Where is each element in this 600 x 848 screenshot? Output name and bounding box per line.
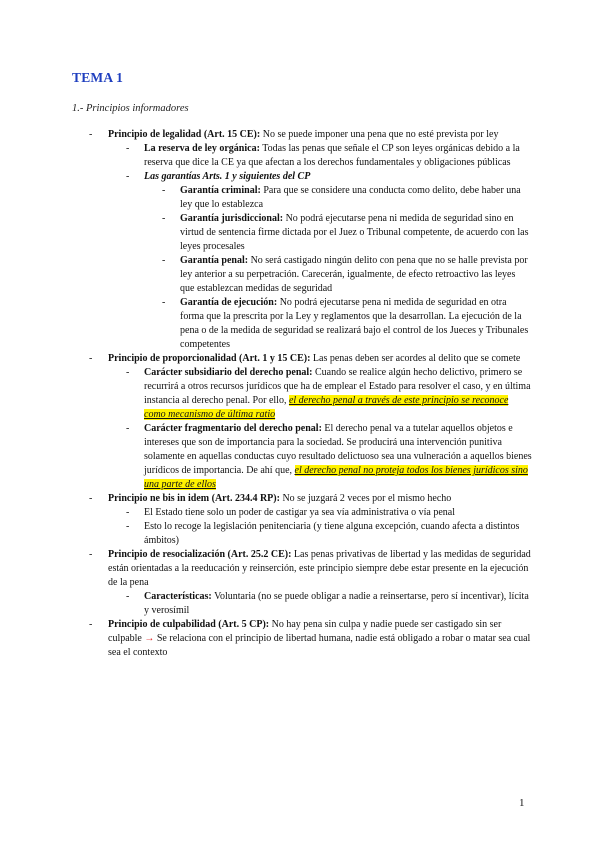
item-heading: Garantía jurisdiccional: — [180, 213, 284, 224]
item-heading: Carácter subsidiario del derecho penal: — [144, 367, 313, 378]
item-heading: Garantía de ejecución: — [180, 297, 278, 308]
list-item — [144, 184, 532, 212]
sub-list — [108, 366, 532, 492]
item-text: Esto lo recoge la legislación penitenciaria (y tiene alguna excepción, cuando afecta a distintos ámbitos) — [144, 521, 520, 546]
item-heading: Principio de culpabilidad (Art. 5 CP): — [108, 619, 270, 630]
list-item — [72, 618, 532, 660]
item-text: Voluntaria (no se puede obligar a nadie a reinsertarse, pero sí incentivar), lícita y verosímil — [144, 591, 529, 616]
item-heading: Garantía penal: — [180, 255, 249, 266]
item-text: No será castigado ningún delito con pena que no se halle prevista por ley anterior a su perpetración. Carecerán, igualmente, de efecto retroactivo las leyes que establezcan medidas de seguridad — [180, 255, 528, 294]
item-heading: Principio de legalidad (Art. 15 CE): — [108, 129, 261, 140]
document-body — [72, 128, 532, 660]
item-text: El derecho penal va a tutelar aquellos objetos e intereses que son de importancia para la sociedad. Se producirá una intervención punitiva solamente en aquellas conductas cuyo resultado delictuoso sea una vulneración a aquellos bienes jurídicos de importancia. De ahí que, — [144, 423, 532, 476]
item-heading: Características: — [144, 591, 212, 602]
item-text: Todas las penas que señale el CP son leyes orgánicas debido a la reserva que dice la CE ya que afectan a los derechos fundamentales y obligaciones públicas — [144, 143, 520, 168]
sub-sub-list — [144, 184, 532, 352]
item-heading: Principio de resocialización (Art. 25.2 CE): — [108, 549, 292, 560]
item-text: El Estado tiene solo un poder de castigar ya sea vía administrativa o vía penal — [144, 507, 456, 518]
item-heading: Principio de proporcionalidad (Art. 1 y 15 CE): — [108, 353, 311, 364]
item-text: No podrá ejecutarse pena ni medida de seguridad en otra forma que la prescrita por la Ley y reglamentos que la desarrollan. La ejecución de la pena o de la medida de seguridad se realizará bajo el control de los Jueces y Tribunales competentes — [180, 297, 529, 350]
list-item — [72, 548, 532, 618]
list-item — [72, 492, 532, 548]
right-arrow-icon: → — [144, 633, 155, 644]
sub-list — [108, 142, 532, 352]
item-text: No hay pena sin culpa y nadie puede ser castigado sin ser culpable — [108, 619, 502, 644]
item-text: Las penas deben ser acordes al delito que se comete — [310, 353, 521, 364]
principles-list — [72, 128, 532, 660]
item-text: No se puede imponer una pena que no esté prevista por ley — [260, 129, 499, 140]
item-heading: Principio ne bis in idem (Art. 234.4 RP): — [108, 493, 280, 504]
list-item — [72, 352, 532, 492]
highlighted-text: el derecho penal a través de este principio se reconoce como mecanismo de última ratio — [144, 395, 509, 420]
list-item — [108, 520, 532, 548]
item-text: Las penas privativas de libertad y las medidas de seguridad están orientadas a la reeducación y reinserción, este principio siempre debe estar presente en la ejecución de la pena — [108, 549, 531, 588]
item-heading: Las garantías Arts. 1 y siguientes del CP — [144, 171, 311, 182]
document-title: TEMA 1 — [72, 70, 124, 85]
sub-list — [108, 590, 532, 618]
list-item — [108, 366, 532, 422]
list-item — [144, 296, 532, 352]
list-item — [108, 590, 532, 618]
item-text: Para que se considere una conducta como delito, debe haber una ley que lo establezca — [180, 185, 521, 210]
list-item — [144, 254, 532, 296]
list-item — [108, 506, 532, 520]
item-heading: Garantía criminal: — [180, 185, 261, 196]
item-text: Cuando se realice algún hecho delictivo, primero se recurrirá a otros recursos jurídicos que ha de emplear el Estado para resolver el caso, y en última instancia al derecho penal. Por ello, — [144, 367, 531, 406]
item-text: No se juzgará 2 veces por el mismo hecho — [279, 493, 452, 504]
list-item — [108, 142, 532, 170]
item-text-after: Se relaciona con el principio de libertad humana, nadie está obligado a robar o matar sea cual sea el contexto — [108, 633, 531, 658]
list-item — [108, 170, 532, 352]
item-heading: La reserva de ley orgánica: — [144, 143, 260, 154]
sub-list — [108, 506, 532, 548]
list-item — [72, 128, 532, 352]
item-text: No podrá ejecutarse pena ni medida de seguridad sino en virtud de sentencia firme dictada por el Juez o Tribunal competente, de acuerdo con las leyes procesales — [180, 213, 529, 252]
page-number: 1 — [519, 797, 525, 809]
item-heading: Carácter fragmentario del derecho penal: — [144, 423, 322, 434]
list-item — [108, 422, 532, 492]
highlighted-text: el derecho penal no proteja todos los bienes jurídicos sino una parte de ellos — [144, 465, 528, 490]
list-item — [144, 212, 532, 254]
section-subtitle: 1.- Principios informadores — [72, 103, 189, 114]
